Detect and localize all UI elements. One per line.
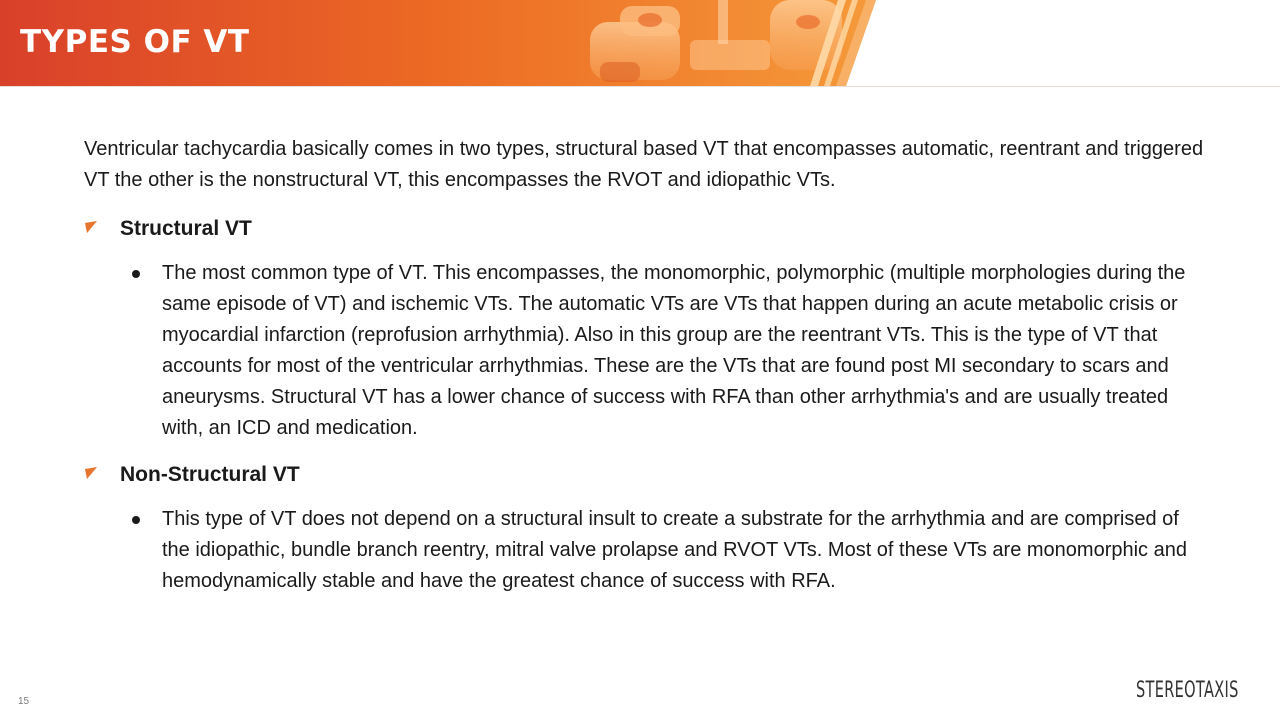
bullet-text: This type of VT does not depend on a structural insult to create a substrate for the arrhythmia and are comprised of the idiopathic, bundle branch reentry, mitral valve prolapse and RVOT VTs. Most of these VTs are monomorphic and hemodynamically stable and have the greatest chance of success with RFA. <box>162 508 1187 592</box>
section-structural-vt <box>84 214 1204 444</box>
page-number: 15 <box>18 696 30 707</box>
slide-title: TYPES OF VT <box>20 24 250 60</box>
orange-wedge-icon <box>84 466 98 480</box>
bullet-dot-icon <box>132 516 140 524</box>
section-non-structural-vt <box>84 460 1204 597</box>
slide-body <box>84 134 1204 613</box>
section-heading <box>84 460 1204 490</box>
intro-paragraph: Ventricular tachycardia basically comes in two types, structural based VT that encompasses automatic, reentrant and triggered VT the other is the nonstructural VT, this encompasses the RVOT and idiopathic VTs. <box>84 138 1204 191</box>
company-logo <box>1132 668 1264 712</box>
section-heading-text: Structural VT <box>120 217 252 240</box>
slide-header <box>0 0 1280 86</box>
section-heading-text: Non-Structural VT <box>120 463 300 486</box>
section-heading <box>84 214 1204 244</box>
orange-wedge-icon <box>84 220 98 234</box>
header-divider <box>0 86 1280 87</box>
bullet-text: The most common type of VT. This encompasses, the monomorphic, polymorphic (multiple morphologies during the same episode of VT) and ischemic VTs. The automatic VTs are VTs that happen during an acute metabolic crisis or myocardial infarction (reprofusion arrhythmia). Also in this group are the reentrant VTs. This is the type of VT that accounts for most of the ventricular arrhythmias. These are the VTs that are found post MI secondary to scars and aneurysms. Structural VT has a lower chance of success with RFA than other arrhythmia's and are usually treated with, an ICD and medication. <box>162 262 1186 439</box>
section-bullet-text <box>162 504 1204 597</box>
section-bullet-text <box>162 258 1204 444</box>
logo-wordmark: STEREOTAXIS <box>1136 677 1239 703</box>
bullet-dot-icon <box>132 270 140 278</box>
